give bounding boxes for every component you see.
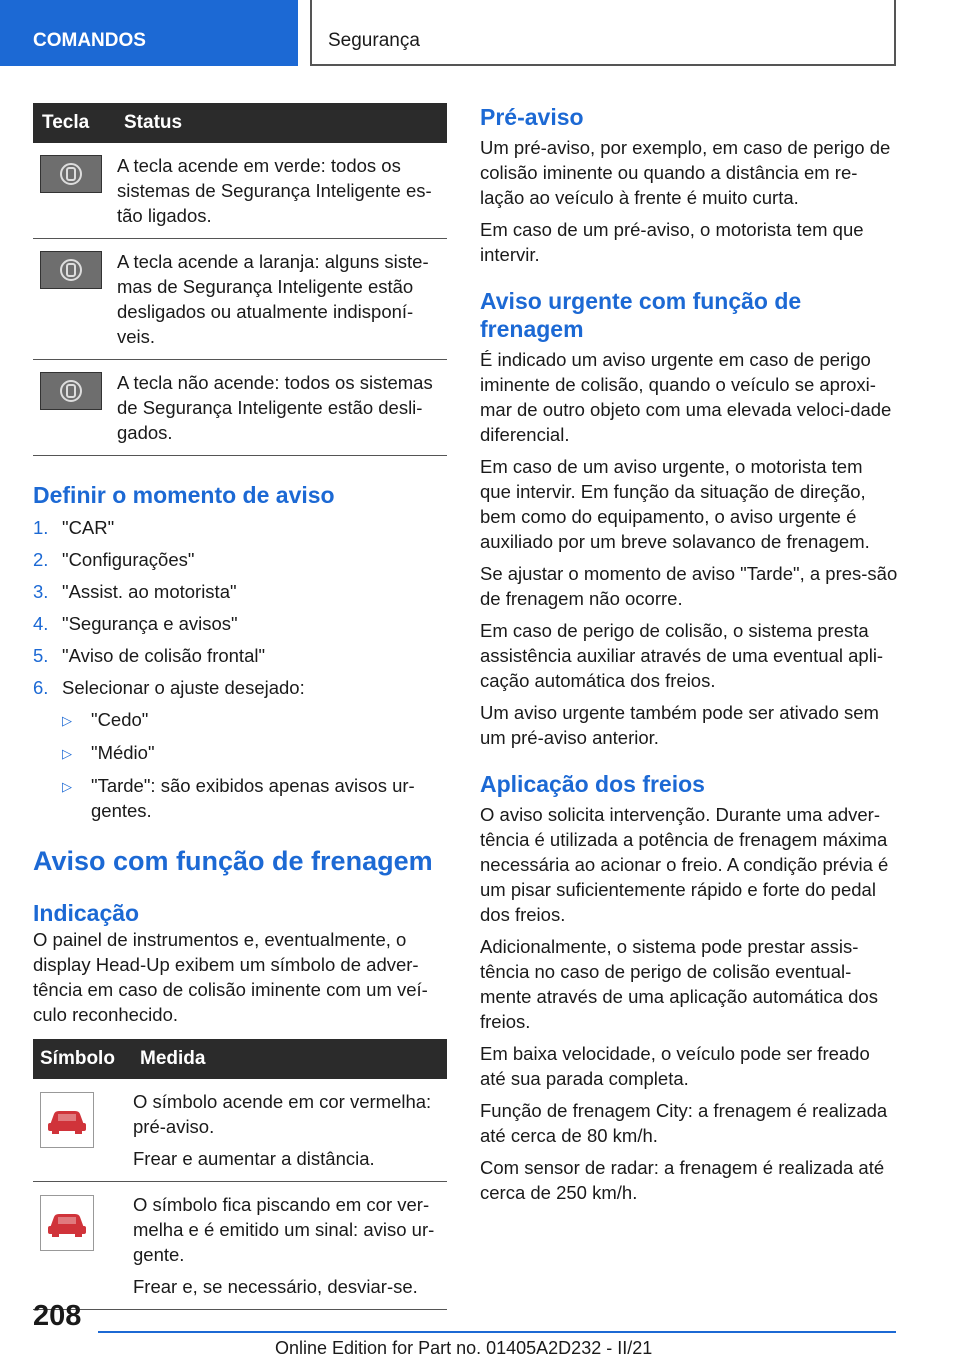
pre-warning-title: Pré-aviso — [480, 104, 584, 130]
table-row — [33, 360, 447, 456]
left-column — [33, 103, 447, 1310]
table-header-key: Tecla — [33, 103, 115, 143]
paragraph: Em caso de um pré-aviso, o motorista tem que intervir. — [480, 219, 864, 265]
list-item: 6. Selecionar o ajuste desejado: — [33, 677, 305, 698]
measure-text: O símbolo acende em cor vermelha: pré-aviso. — [133, 1091, 432, 1137]
braking-warning-title: Aviso com função de frenagem — [33, 846, 433, 876]
triangle-bullet-icon: ▷ — [62, 713, 72, 728]
measure-text: O símbolo fica piscando em cor ver-melha e é emitido um sinal: aviso ur-gente. — [133, 1194, 435, 1265]
collision-warning-car-icon — [40, 1195, 94, 1251]
set-warning-title: Definir o momento de aviso — [33, 482, 335, 508]
status-text: A tecla acende em verde: todos os sistemas de Segurança Inteligente es-tão ligados. — [115, 143, 447, 239]
measure-text: Frear e aumentar a distância. — [133, 1148, 375, 1169]
triangle-bullet-icon: ▷ — [62, 746, 72, 761]
paragraph: Em caso de perigo de colisão, o sistema presta assistência auxiliar através de uma eventual apli-cação automática dos freios. — [480, 620, 884, 691]
driver-assist-button-icon — [40, 251, 102, 289]
table-header-status: Status — [115, 103, 447, 143]
table-row — [33, 143, 447, 239]
status-text: A tecla não acende: todos os sistemas de Segurança Inteligente estão desli-gados. — [115, 360, 447, 456]
list-item: 4. "Segurança e avisos" — [33, 613, 238, 634]
list-item: ▷ "Médio" — [62, 740, 447, 766]
list-item: 5. "Aviso de colisão frontal" — [33, 645, 266, 666]
indication-title: Indicação — [33, 900, 140, 926]
paragraph: Um aviso urgente também pode ser ativado sem um pré-aviso anterior. — [480, 702, 879, 748]
status-table — [33, 103, 447, 456]
paragraph: Com sensor de radar: a frenagem é realizada até cerca de 250 km/h. — [480, 1157, 885, 1203]
section-title: Segurança — [310, 0, 896, 66]
paragraph: É indicado um aviso urgente em caso de perigo iminente de colisão, quando o veículo se aproxi-mar de outro objeto com uma elevada veloci-dade diferencial. — [480, 349, 892, 445]
symbol-table — [33, 1039, 447, 1310]
steps-list — [33, 515, 447, 700]
paragraph: O aviso solicita intervenção. Durante uma adver-tência é utilizada a potência de frenagem máxima necessária ao acionar o freio. A condição prévia é um pisar suficientemente rápido e forte do pedal dos freios. — [480, 804, 889, 925]
list-item: ▷ "Tarde": são exibidos apenas avisos ur-gentes. — [62, 775, 415, 821]
measure-text: Frear e, se necessário, desviar-se. — [133, 1276, 418, 1297]
list-item: 1. "CAR" — [33, 517, 115, 538]
options-list — [62, 707, 447, 823]
driver-assist-button-icon — [40, 155, 102, 193]
table-row — [33, 239, 447, 360]
edition-text: Online Edition for Part no. 01405A2D232 - II/21 — [275, 1338, 653, 1358]
list-item: ▷ "Cedo" — [62, 707, 447, 733]
footer-rule — [98, 1331, 896, 1333]
paragraph: Um pré-aviso, por exemplo, em caso de perigo de colisão iminente ou quando a distância em re-lação ao veículo à frente é muito curta. — [480, 137, 891, 208]
chapter-tab: COMANDOS — [0, 0, 298, 66]
table-row — [33, 1182, 447, 1310]
status-text: A tecla acende a laranja: alguns siste-mas de Segurança Inteligente estão desligados ou atualmente indisponí-veis. — [115, 239, 447, 360]
paragraph: Função de frenagem City: a frenagem é realizada até cerca de 80 km/h. — [480, 1100, 888, 1146]
collision-warning-car-icon — [40, 1092, 94, 1148]
indication-text: O painel de instrumentos e, eventualmente, o display Head-Up exibem um símbolo de adver-tência em caso de colisão iminente com um veí-culo reconhecido. — [33, 929, 428, 1025]
table-header-measure: Medida — [131, 1039, 447, 1079]
brake-application-title: Aplicação dos freios — [480, 771, 705, 797]
page-number: 208 — [33, 1300, 82, 1332]
list-item: 2. "Configurações" — [33, 549, 195, 570]
paragraph: Se ajustar o momento de aviso "Tarde", a pres-são de frenagem não ocorre. — [480, 563, 898, 609]
urgent-warning-title: Aviso urgente com função de frenagem — [480, 288, 802, 342]
paragraph: Em caso de um aviso urgente, o motorista tem que intervir. Em função da situação de direção, bem como do equipamento, o aviso urgente é auxiliado por um breve solavanco de frenagem. — [480, 456, 870, 552]
list-item: 3. "Assist. ao motorista" — [33, 581, 237, 602]
right-column — [480, 103, 898, 1212]
paragraph: Adicionalmente, o sistema pode prestar assis-tência no caso de perigo de colisão eventual-mente através de uma aplicação automática dos freios. — [480, 936, 878, 1032]
triangle-bullet-icon: ▷ — [62, 779, 72, 794]
paragraph: Em baixa velocidade, o veículo pode ser freado até sua parada completa. — [480, 1043, 870, 1089]
driver-assist-button-icon — [40, 372, 102, 410]
table-row — [33, 1079, 447, 1182]
table-header-symbol: Símbolo — [33, 1039, 131, 1079]
